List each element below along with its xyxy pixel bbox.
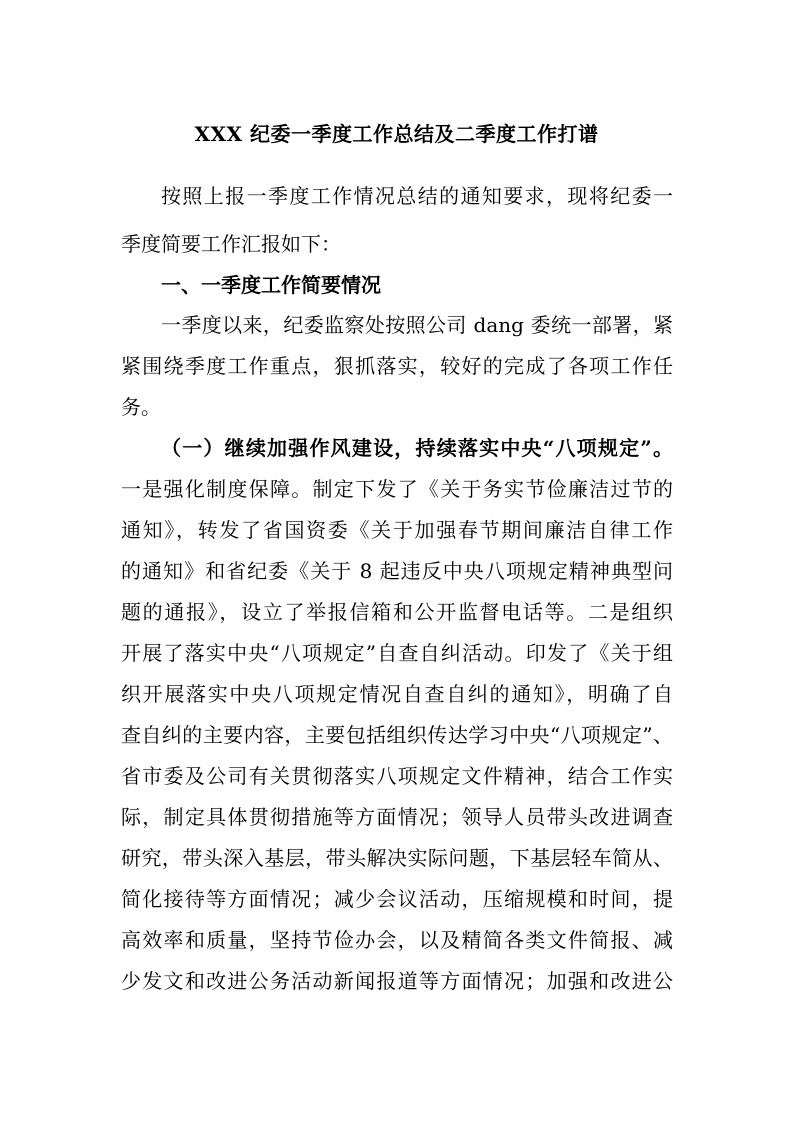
paragraph-line: 织开展落实中央八项规定情况自查自纠的通知》，明确了自 — [121, 682, 673, 706]
paragraph-line: 通知》，转发了省国资委《关于加强春节期间廉洁自律工作 — [121, 518, 673, 542]
paragraph-line: 务。 — [121, 395, 161, 419]
subsection-heading: （一）继续加强作风建设，持续落实中央“八项规定”。 — [161, 436, 673, 460]
paragraph-line: 一是强化制度保障。制定下发了《关于务实节俭廉洁过节的 — [121, 477, 673, 501]
paragraph-line: 研究，带头深入基层，带头解决实际问题，下基层轻车简从、 — [121, 846, 673, 870]
document-title: XXX 纪委一季度工作总结及二季度工作打谱 — [194, 122, 599, 146]
paragraph-line: 紧围绕季度工作重点，狠抓落实，较好的完成了各项工作任 — [121, 354, 673, 378]
paragraph-line: 省市委及公司有关贯彻落实八项规定文件精神，结合工作实 — [121, 764, 673, 788]
paragraph-line: 按照上报一季度工作情况总结的通知要求，现将纪委一 — [161, 184, 673, 208]
paragraph-line: 际，制定具体贯彻措施等方面情况；领导人员带头改进调查 — [121, 805, 673, 829]
paragraph-line: 的通知》和省纪委《关于 8 起违反中央八项规定精神典型问 — [121, 559, 673, 583]
paragraph-line: 开展了落实中央“八项规定”自查自纠活动。印发了《关于组 — [121, 641, 673, 665]
paragraph-line: 季度简要工作汇报如下： — [121, 232, 341, 256]
paragraph-line: 题的通报》，设立了举报信箱和公开监督电话等。二是组织 — [121, 600, 673, 624]
section-heading: 一、一季度工作简要情况 — [161, 273, 381, 297]
paragraph-line: 高效率和质量，坚持节俭办会，以及精简各类文件简报、减 — [121, 928, 673, 952]
paragraph-line: 少发文和改进公务活动新闻报道等方面情况；加强和改进公 — [121, 969, 673, 993]
paragraph-line: 一季度以来，纪委监察处按照公司 dang 委统一部署，紧 — [161, 313, 673, 337]
paragraph-line: 简化接待等方面情况；减少会议活动，压缩规模和时间，提 — [121, 887, 673, 911]
paragraph-line: 查自纠的主要内容，主要包括组织传达学习中央“八项规定”、 — [121, 723, 673, 747]
